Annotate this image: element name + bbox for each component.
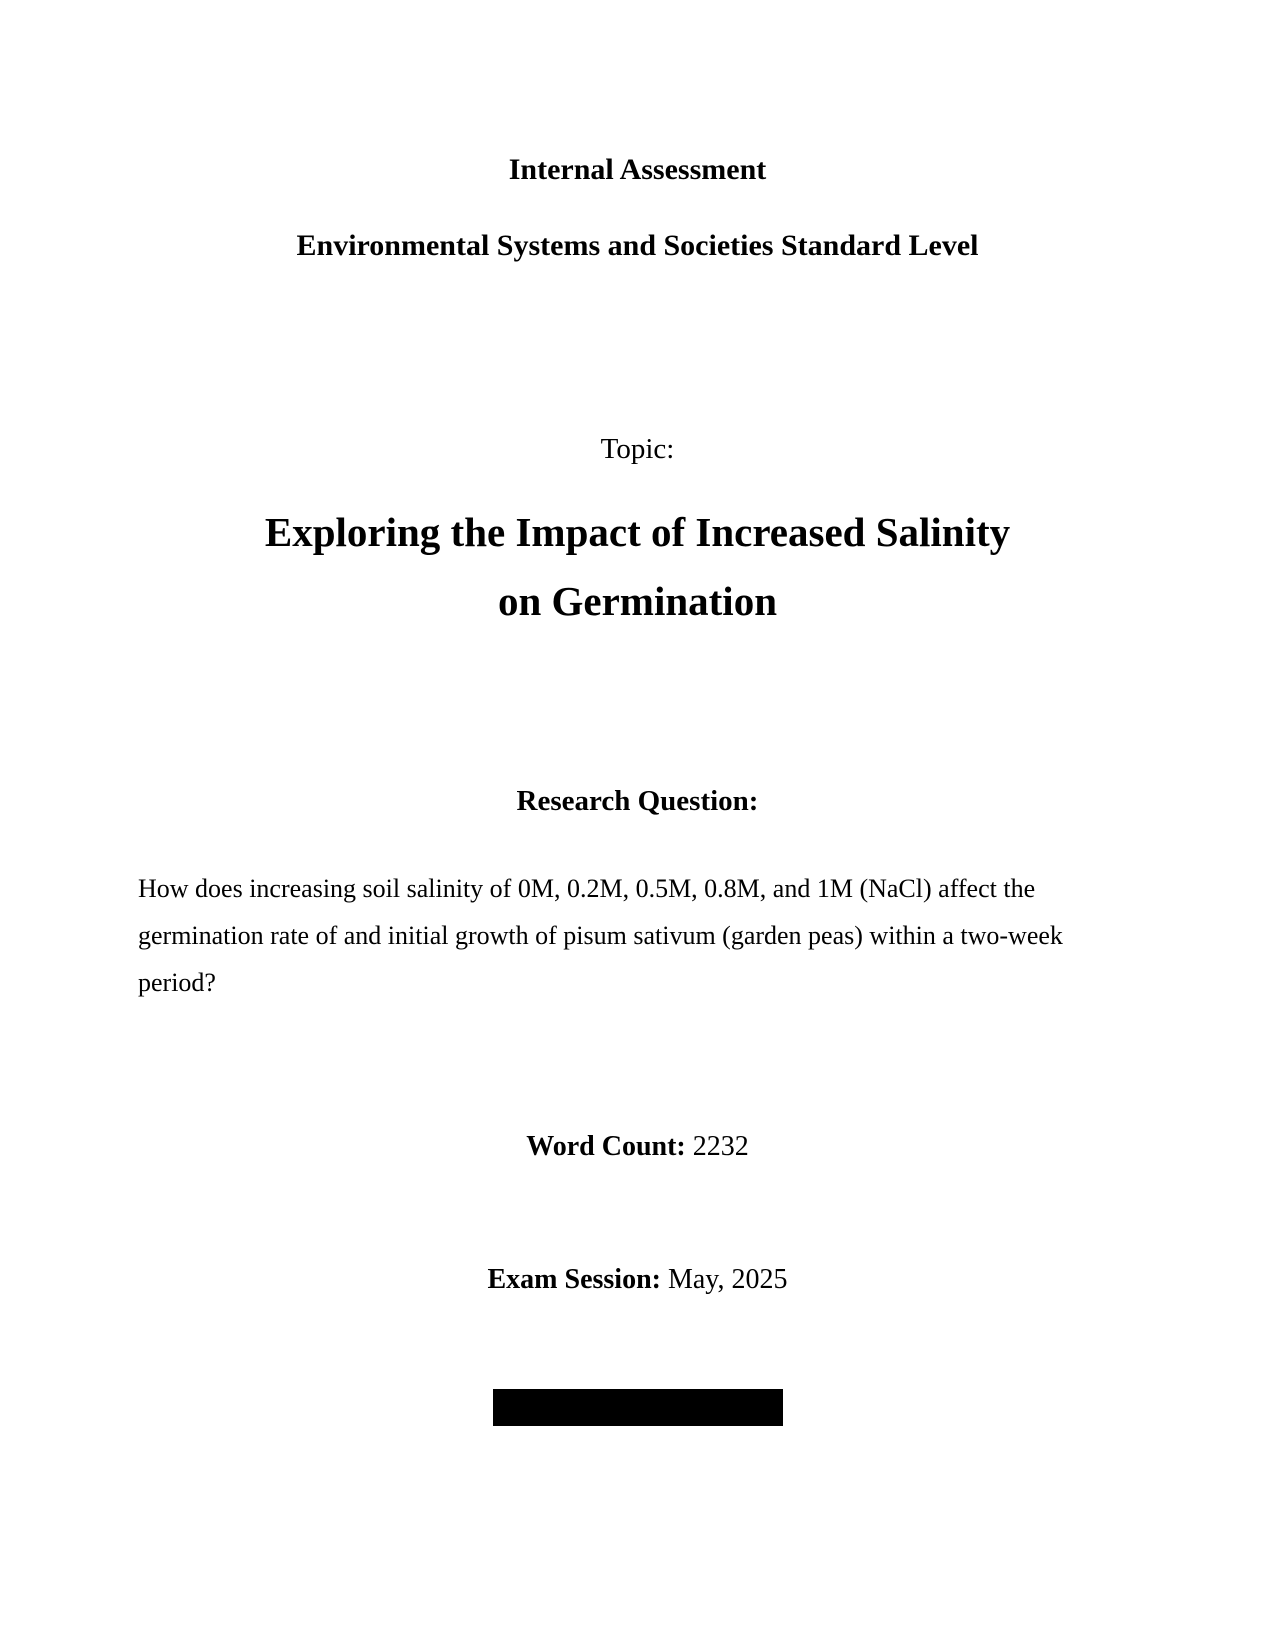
topic-label: Topic: — [600, 433, 675, 465]
assessment-type-heading: Internal Assessment — [508, 153, 767, 186]
exam-session-label: Exam Session: — [487, 1264, 661, 1295]
exam-session-line — [0, 1263, 1275, 1297]
word-count-value: 2232 — [692, 1131, 749, 1162]
course-title-heading: Environmental Systems and Societies Standard Level — [296, 229, 979, 262]
main-title-line1: Exploring the Impact of Increased Salinity — [264, 509, 1011, 555]
word-count-line — [0, 1130, 1275, 1164]
research-question-text: How does increasing soil salinity of 0M, 0.2M, 0.5M, 0.8M, and 1M (NaCl) affect the germination rate of and initial growth of pisum sativum (garden peas) within a two-week period? — [138, 874, 1063, 997]
main-title-line2: on Germination — [497, 578, 778, 624]
redacted-name-bar — [493, 1389, 783, 1426]
main-title — [0, 498, 1275, 636]
exam-session-value: May, 2025 — [667, 1264, 788, 1295]
research-question-heading: Research Question: — [516, 785, 759, 817]
word-count-label: Word Count: — [526, 1131, 686, 1162]
